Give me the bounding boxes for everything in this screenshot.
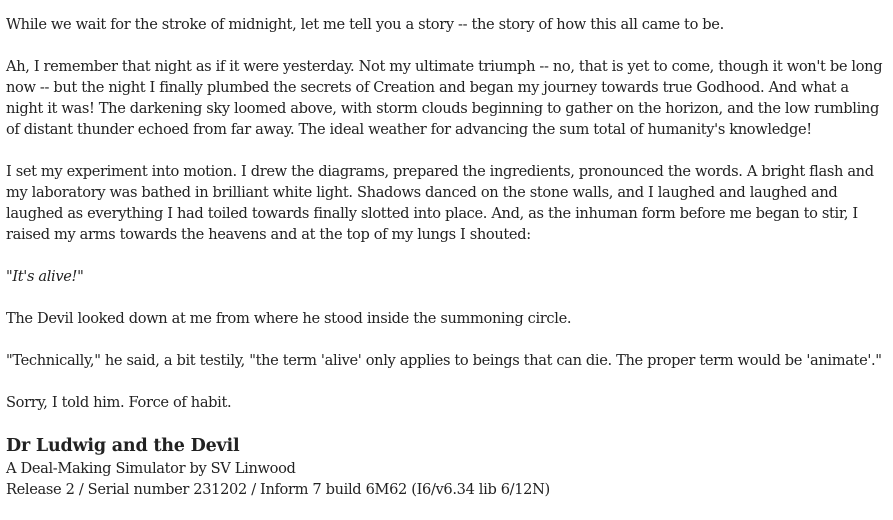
- story-quote-alive: "It's alive!": [6, 268, 84, 285]
- game-title: Dr Ludwig and the Devil: [6, 436, 240, 456]
- game-banner: [6, 434, 886, 500]
- story-paragraph-devil: The Devil looked down at me from where he stood inside the summoning circle.: [6, 310, 572, 327]
- release-info: Release 2 / Serial number 231202 / Inform 7 build 6M62 (I6/v6.34 lib 6/12N): [6, 481, 550, 498]
- story-paragraph-technically: "Technically," he said, a bit testily, "the term 'alive' only applies to beings that can die. The proper term would be 'animate'.": [6, 352, 882, 369]
- story-paragraph-sorry: Sorry, I told him. Force of habit.: [6, 394, 232, 411]
- story-paragraph-midnight: While we wait for the stroke of midnight, let me tell you a story -- the story of how this all came to be.: [6, 16, 724, 33]
- story-transcript: [6, 14, 886, 434]
- story-paragraph-experiment: I set my experiment into motion. I drew the diagrams, prepared the ingredients, pronounced the words. A bright flash and my laboratory was bathed in brilliant white light. Shadows danced on the stone walls, and I laughed and laughed and laughed as everything I had toiled towards finally slotted into place. And, as the inhuman form before me began to stir, I raised my arms towards the heavens and at the top of my lungs I shouted:: [6, 163, 874, 243]
- game-subtitle: A Deal-Making Simulator by SV Linwood: [6, 460, 296, 477]
- story-paragraph-remember: Ah, I remember that night as if it were yesterday. Not my ultimate triumph -- no, that is yet to come, though it won't be long now -- but the night I finally plumbed the secrets of Creation and began my journey towards true Godhood. And what a night it was! The darkening sky loomed above, with storm clouds beginning to gather on the horizon, and the low rumbling of distant thunder echoed from far away. The ideal weather for advancing the sum total of humanity's knowledge!: [6, 58, 883, 138]
